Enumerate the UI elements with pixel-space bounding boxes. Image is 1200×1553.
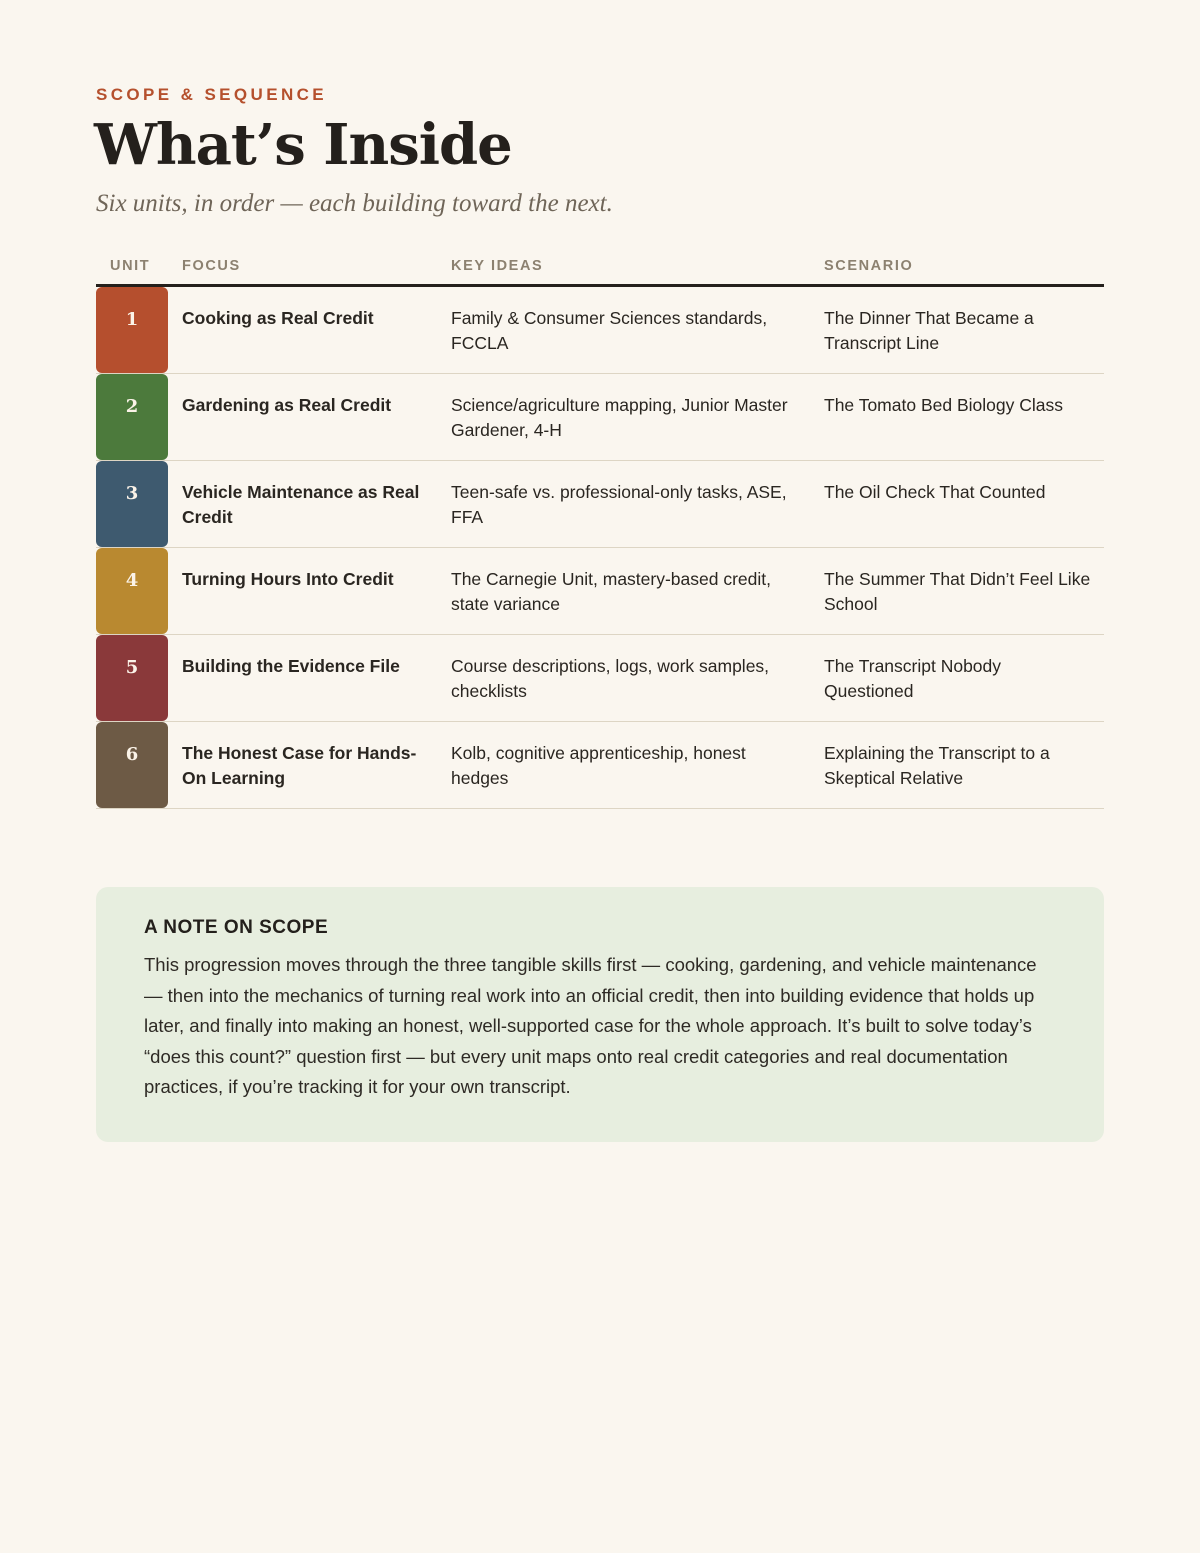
table-header: [96, 256, 1104, 287]
note-title: A NOTE ON SCOPE: [144, 917, 329, 938]
unit-scenario: The Transcript Nobody Questioned: [824, 656, 1002, 701]
unit-scenario: The Dinner That Became a Transcript Line: [824, 308, 1034, 353]
unit-focus: Cooking as Real Credit: [182, 308, 374, 328]
units-table: [96, 287, 1104, 809]
column-header-unit: UNIT: [110, 258, 151, 274]
unit-key-ideas: The Carnegie Unit, mastery-based credit, state variance: [451, 569, 771, 614]
unit-key-ideas: Teen-safe vs. professional-only tasks, ASE, FFA: [451, 482, 787, 527]
unit-badge: 4: [96, 548, 168, 634]
table-row: [96, 722, 1104, 809]
unit-focus: Turning Hours Into Credit: [182, 569, 394, 589]
unit-badge: 3: [96, 461, 168, 547]
note-body: This progression moves through the three tangible skills first — cooking, gardening, and vehicle maintenance — then into the mechanics of turning real work into an official credit, then into building evidence that holds up later, and finally into making an honest, well-supported case for the whole approach. It’s built to solve today’s “does this count?” question first — but every unit maps onto real credit categories and real documentation practices, if you’re tracking it for your own transcript.: [144, 954, 1037, 1097]
table-row: [96, 635, 1104, 722]
unit-key-ideas: Science/agriculture mapping, Junior Master Gardener, 4-H: [451, 395, 788, 440]
column-header-key-ideas: KEY IDEAS: [451, 258, 544, 274]
page-subtitle: Six units, in order — each building toward the next.: [96, 190, 613, 217]
unit-focus: The Honest Case for Hands-On Learning: [182, 743, 417, 788]
unit-key-ideas: Kolb, cognitive apprenticeship, honest hedges: [451, 743, 746, 788]
unit-badge: 1: [96, 287, 168, 373]
unit-focus: Gardening as Real Credit: [182, 395, 392, 415]
unit-badge: 5: [96, 635, 168, 721]
unit-focus: Building the Evidence File: [182, 656, 400, 676]
table-row: [96, 548, 1104, 635]
table-row: [96, 461, 1104, 548]
unit-scenario: The Summer That Didn’t Feel Like School: [824, 569, 1091, 614]
page-title: What’s Inside: [94, 112, 512, 178]
unit-scenario: The Tomato Bed Biology Class: [824, 395, 1063, 415]
unit-badge: 6: [96, 722, 168, 808]
table-row: [96, 287, 1104, 374]
table-row: [96, 374, 1104, 461]
unit-badge: 2: [96, 374, 168, 460]
column-header-focus: FOCUS: [182, 258, 241, 274]
unit-key-ideas: Family & Consumer Sciences standards, FCCLA: [451, 308, 768, 353]
unit-scenario: The Oil Check That Counted: [824, 482, 1046, 502]
unit-key-ideas: Course descriptions, logs, work samples, checklists: [451, 656, 770, 701]
scope-note-box: [96, 887, 1104, 1142]
eyebrow-label: SCOPE & SEQUENCE: [96, 85, 328, 104]
unit-scenario: Explaining the Transcript to a Skeptical Relative: [824, 743, 1050, 788]
column-header-scenario: SCENARIO: [824, 258, 914, 274]
unit-focus: Vehicle Maintenance as Real Credit: [182, 482, 420, 527]
